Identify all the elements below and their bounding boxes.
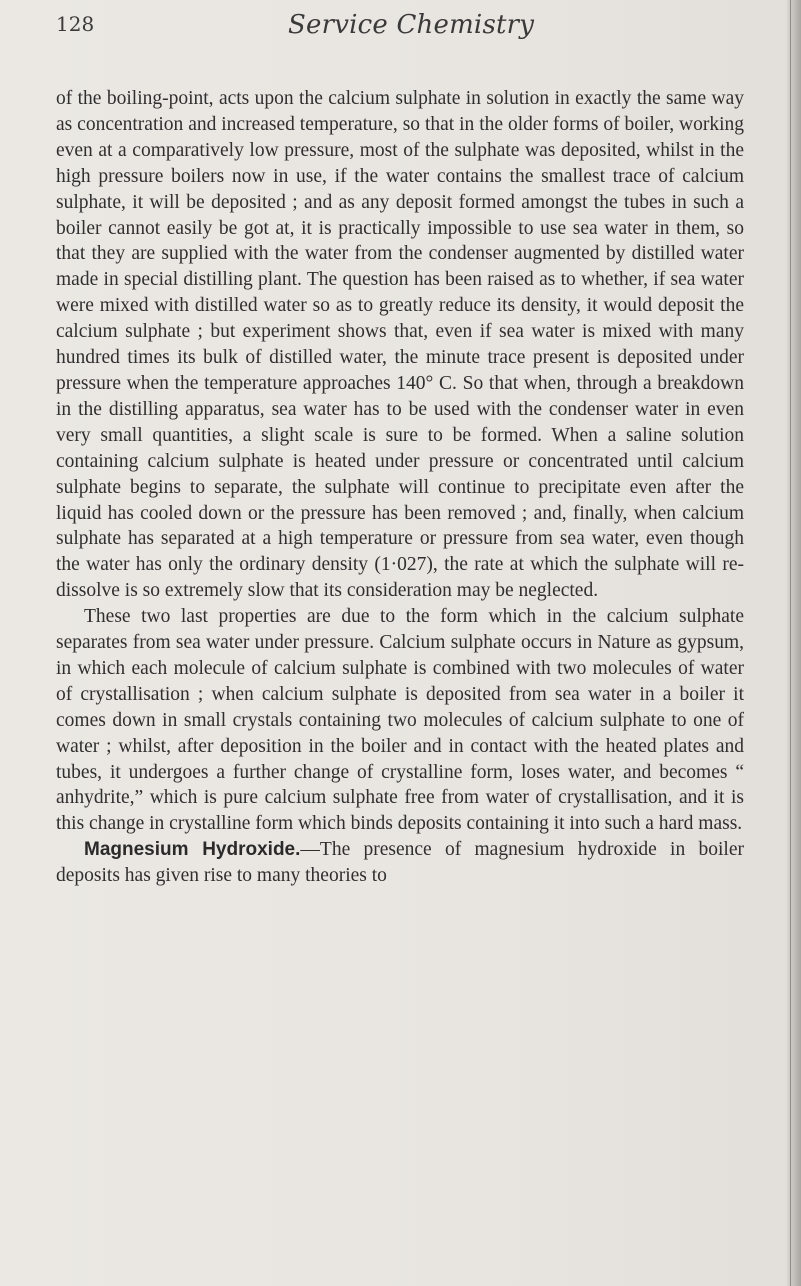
paragraph-2: These two last properties are due to the form which in the calcium sulphate separates from sea water under pressure. Calcium sulphate occurs in Nature as gypsum, in which each molecule of calcium sulphate is combined with two molecules of water of crystallisation ; when calcium sulphate is deposited from sea water in a boiler it comes down in small crystals containing two molecules of calcium sulphate to one of water ; whilst, after deposition in the boiler and in contact with the heated plates and tubes, it undergoes a further change of crystalline form, loses water, and becomes “ anhydrite,” which is pure calcium sulphate free from water of crystallisation, and it is this change in crystalline form which binds deposits containing it into such a hard mass. [56, 606, 744, 835]
paragraph-3 [56, 837, 744, 889]
paragraph-3-text: —The presence of magnesium hydroxide in boiler deposits has given rise to many theories to [56, 839, 744, 887]
section-heading: Magnesium Hydroxide. [84, 839, 301, 861]
book-spine-edge [787, 0, 801, 1286]
body-text [56, 86, 744, 889]
paragraph-1: of the boiling-point, acts upon the calcium sulphate in solution in exactly the same way as concentration and increased temperature, so that in the older forms of boiler, working even at a comparatively low pressure, most of the sulphate was deposited, whilst in the high pressure boilers now in use, if the water contains the smallest trace of calcium sulphate, it will be deposited ; and as any deposit formed amongst the tubes in such a boiler cannot easily be got at, it is practically impossible to use sea water in them, so that they are supplied with the water from the condenser augmented by distilled water made in special distilling plant. The question has been raised as to whether, if sea water were mixed with distilled water so as to greatly reduce its density, it would deposit the calcium sulphate ; but experiment shows that, even if sea water is mixed with many hundred times its bulk of distilled water, the minute trace present is deposited under pressure when the temperature approaches 140° C. So that when, through a breakdown in the distilling apparatus, sea water has to be used with the condenser water in even very small quantities, a slight scale is sure to be formed. When a saline solution containing calcium sulphate is heated under pressure or concentrated until calcium sulphate begins to separate, the sulphate will continue to precipitate even after the liquid has cooled down or the pressure has been removed ; and, finally, when calcium sulphate has separated at a high temperature or pressure from sea water, even though the water has only the ordinary density (1·027), the rate at which the sulphate will re-dissolve is so extremely slow that its consideration may be neglected. [56, 88, 744, 602]
running-head: Service Chemistry [288, 10, 535, 40]
page-header [56, 8, 746, 48]
page-number: 128 [56, 12, 95, 36]
